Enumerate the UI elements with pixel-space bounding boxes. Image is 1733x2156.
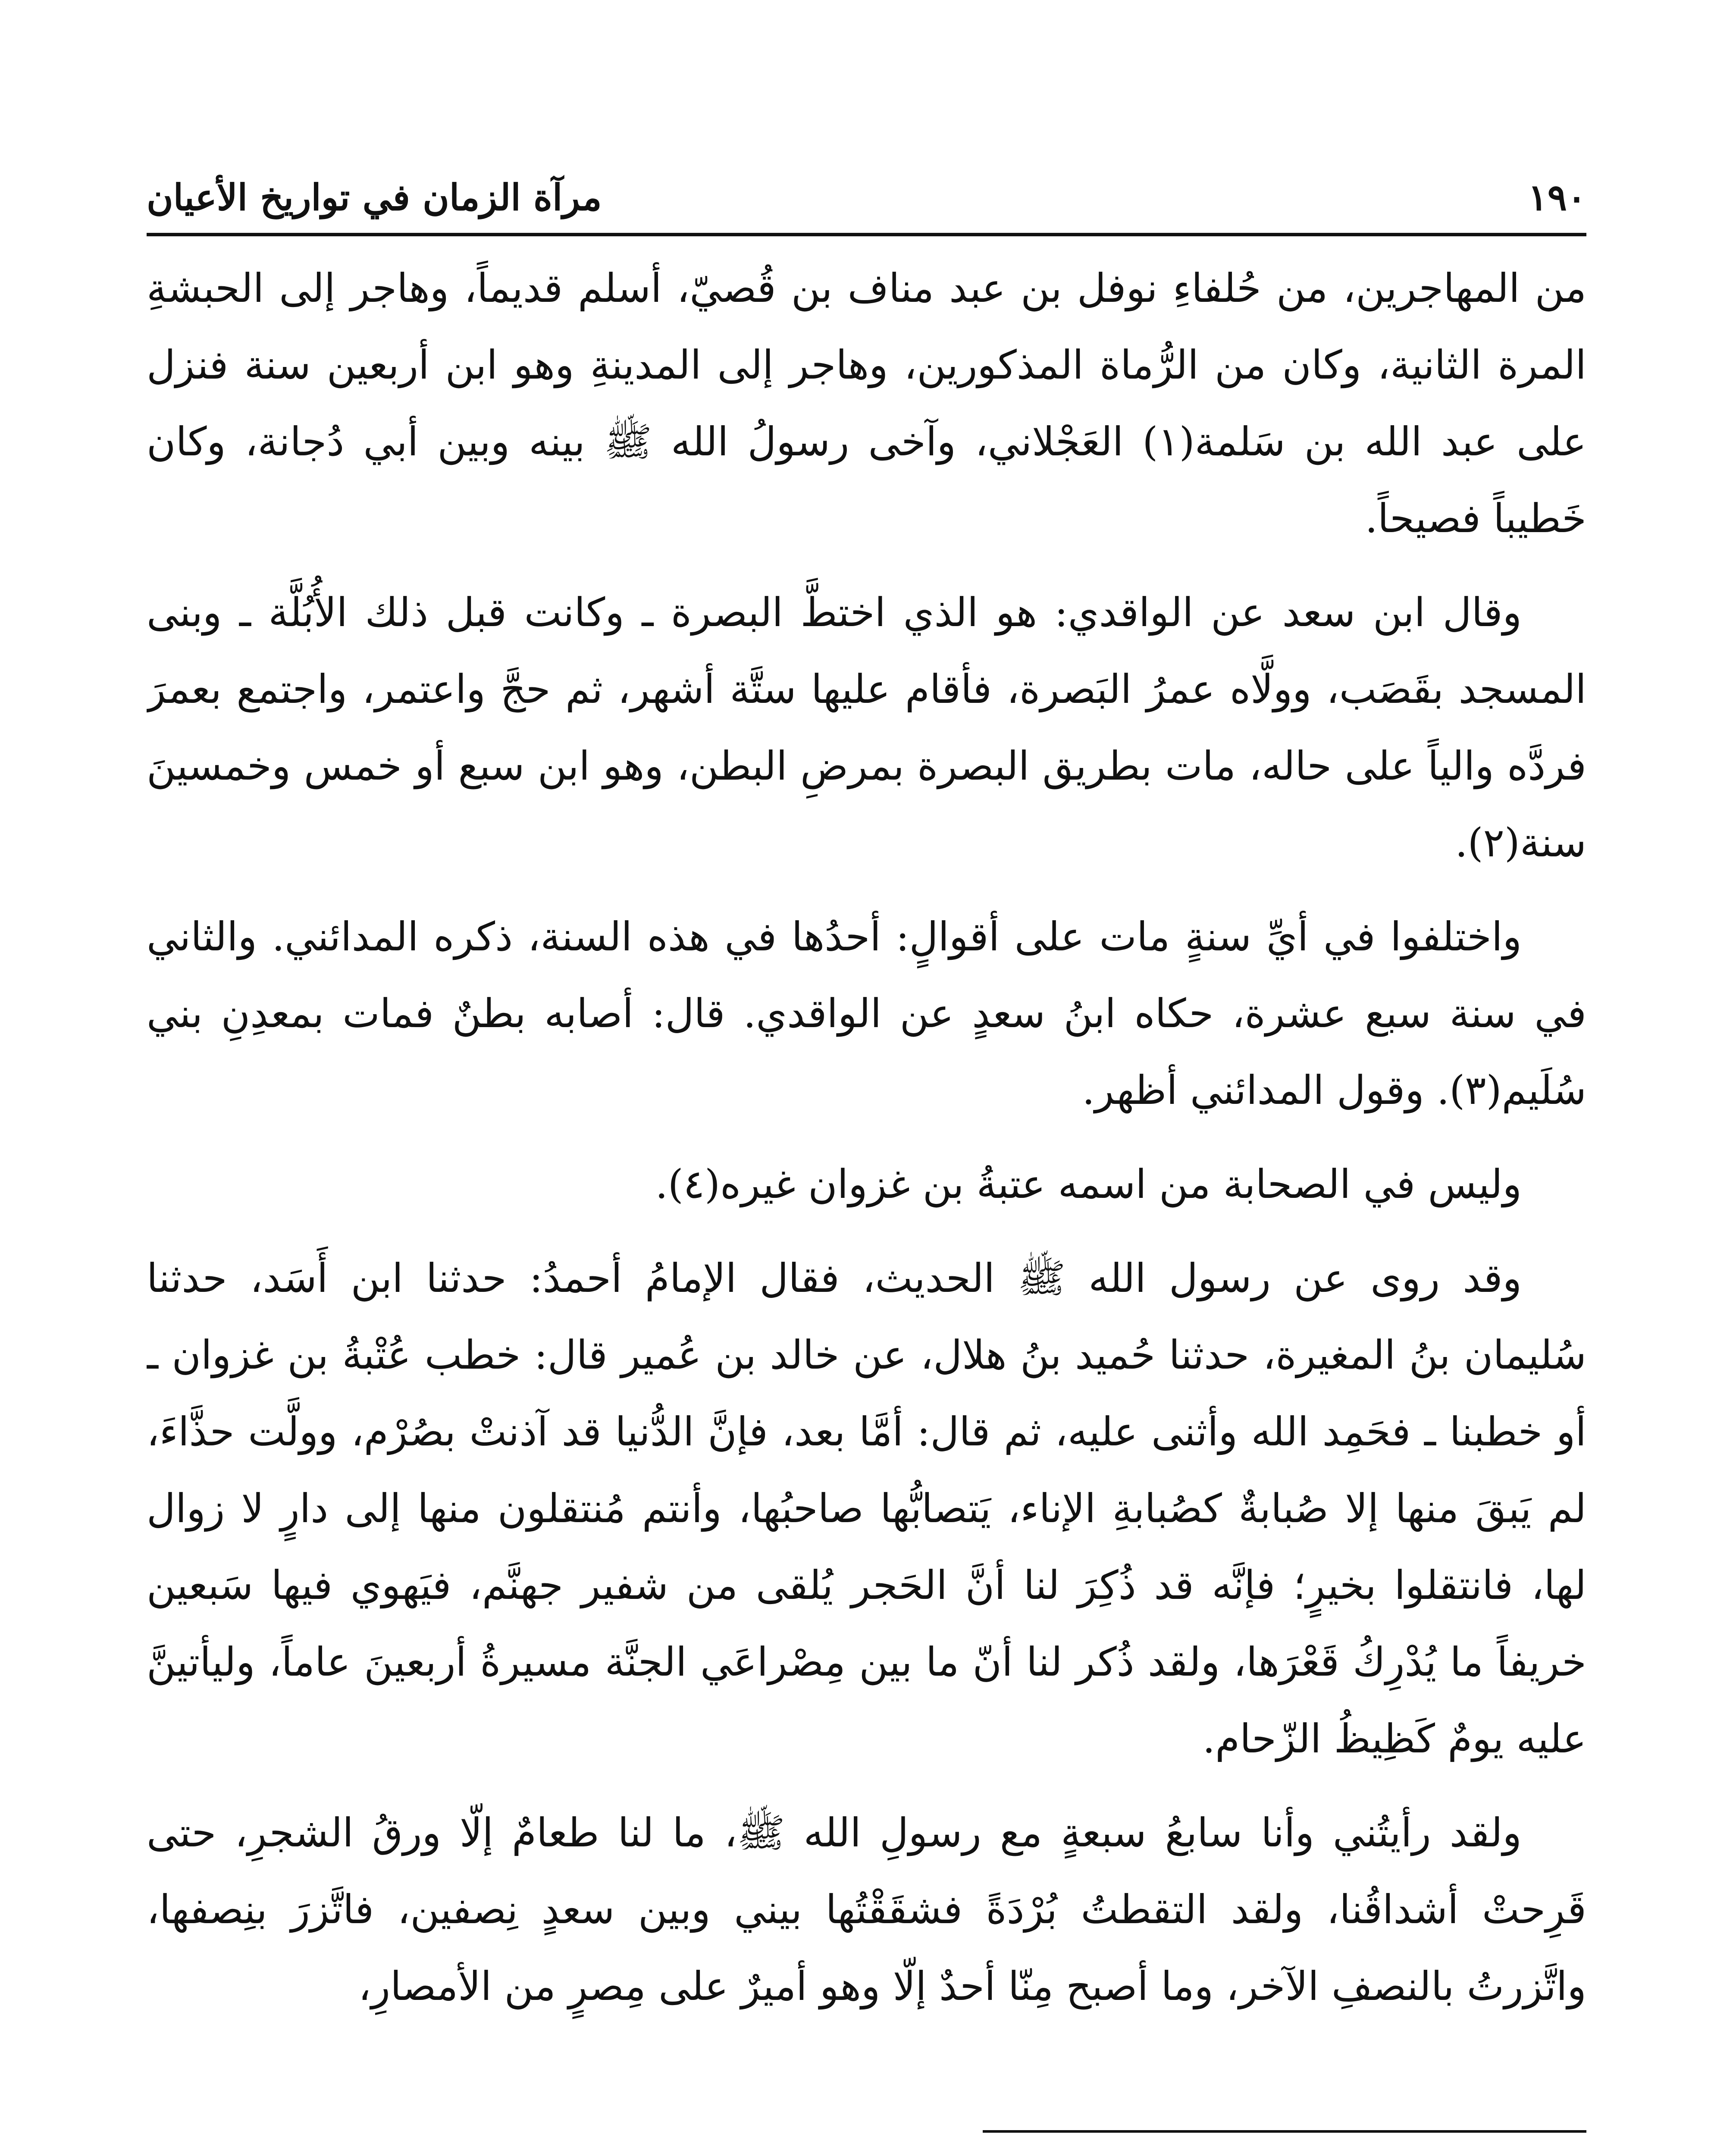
- page-number: ١٩٠: [1528, 176, 1586, 219]
- main-text: [147, 250, 1586, 2096]
- paragraph: واختلفوا في أيِّ سنةٍ مات على أقوالٍ: أحدُها في هذه السنة، ذكره المدائني. والثاني في سنة سبع عشرة، حكاه ابنُ سعدٍ عن الواقدي. قال: أصابه بطنٌ فمات بمعدِنِ بني سُلَيم(٣). وقول المدائني أظهر.: [147, 914, 1586, 1113]
- paragraph: ولقد رأيتُني وأنا سابعُ سبعةٍ مع رسولِ الله ﷺ، ما لنا طعامٌ إلّا ورقُ الشجرِ، حتى قَرِحتْ أشداقُنا، ولقد التقطتُ بُرْدَةً فشقَقْتُها بيني وبين سعدٍ نِصفين، فاتَّزرَ بنِصفها، واتَّزرتُ بالنصفِ الآخر، وما أصبح مِنّا أحدٌ إلّا وهو أميرٌ على مِصرٍ من الأمصارِ،: [147, 1810, 1586, 2009]
- footnote-separator: [983, 2130, 1586, 2133]
- paragraph: وقال ابن سعد عن الواقدي: هو الذي اختطَّ البصرة ـ وكانت قبل ذلك الأُبُلَّة ـ وبنى المسجد بقَصَب، وولَّاه عمرُ البَصرة، فأقام عليها ستَّة أشهر، ثم حجَّ واعتمر، واجتمع بعمرَ فردَّه والياً على حاله، مات بطريق البصرة بمرضِ البطن، وهو ابن سبع أو خمس وخمسينَ سنة(٢).: [147, 589, 1586, 866]
- header-rule: [147, 233, 1586, 236]
- paragraph: من المهاجرين، من حُلفاءِ نوفل بن عبد مناف بن قُصيّ، أسلم قديماً، وهاجر إلى الحبشةِ المرة الثانية، وكان من الرُّماة المذكورين، وهاجر إلى المدينةِ وهو ابن أربعين سنة فنزل على عبد الله بن سَلمة(١) العَجْلاني، وآخى رسولُ الله ﷺ بينه وبين أبي دُجانة، وكان خَطيباً فصيحاً.: [147, 265, 1586, 542]
- page-header: [147, 147, 1586, 233]
- paragraph: وقد روى عن رسول الله ﷺ الحديث، فقال الإمامُ أحمدُ: حدثنا ابن أَسَد، حدثنا سُليمان بنُ المغيرة، حدثنا حُميد بنُ هلال، عن خالد بن عُمير قال: خطب عُتْبةُ بن غزوان ـ أو خطبنا ـ فحَمِد الله وأثنى عليه، ثم قال: أمَّا بعد، فإنَّ الدُّنيا قد آذنتْ بصُرْم، وولَّت حذَّاءَ، لم يَبقَ منها إلا صُبابةٌ كصُبابةِ الإناء، يَتصابُّها صاحبُها، وأنتم مُنتقلون منها إلى دارٍ لا زوال لها، فانتقلوا بخيرٍ؛ فإنَّه قد ذُكِرَ لنا أنَّ الحَجر يُلقى من شفير جهنَّم، فيَهوي فيها سَبعين خريفاً ما يُدْرِكُ قَعْرَها، ولقد ذُكر لنا أنّ ما بين مِصْراعَي الجنَّة مسيرةُ أربعينَ عاماً، وليأتينَّ عليه يومٌ كَظِيظُ الزّحام.: [147, 1255, 1586, 1762]
- running-title: مرآة الزمان في تواريخ الأعيان: [147, 176, 602, 219]
- paragraph: وليس في الصحابة من اسمه عتبةُ بن غزوان غيره(٤).: [655, 1161, 1522, 1207]
